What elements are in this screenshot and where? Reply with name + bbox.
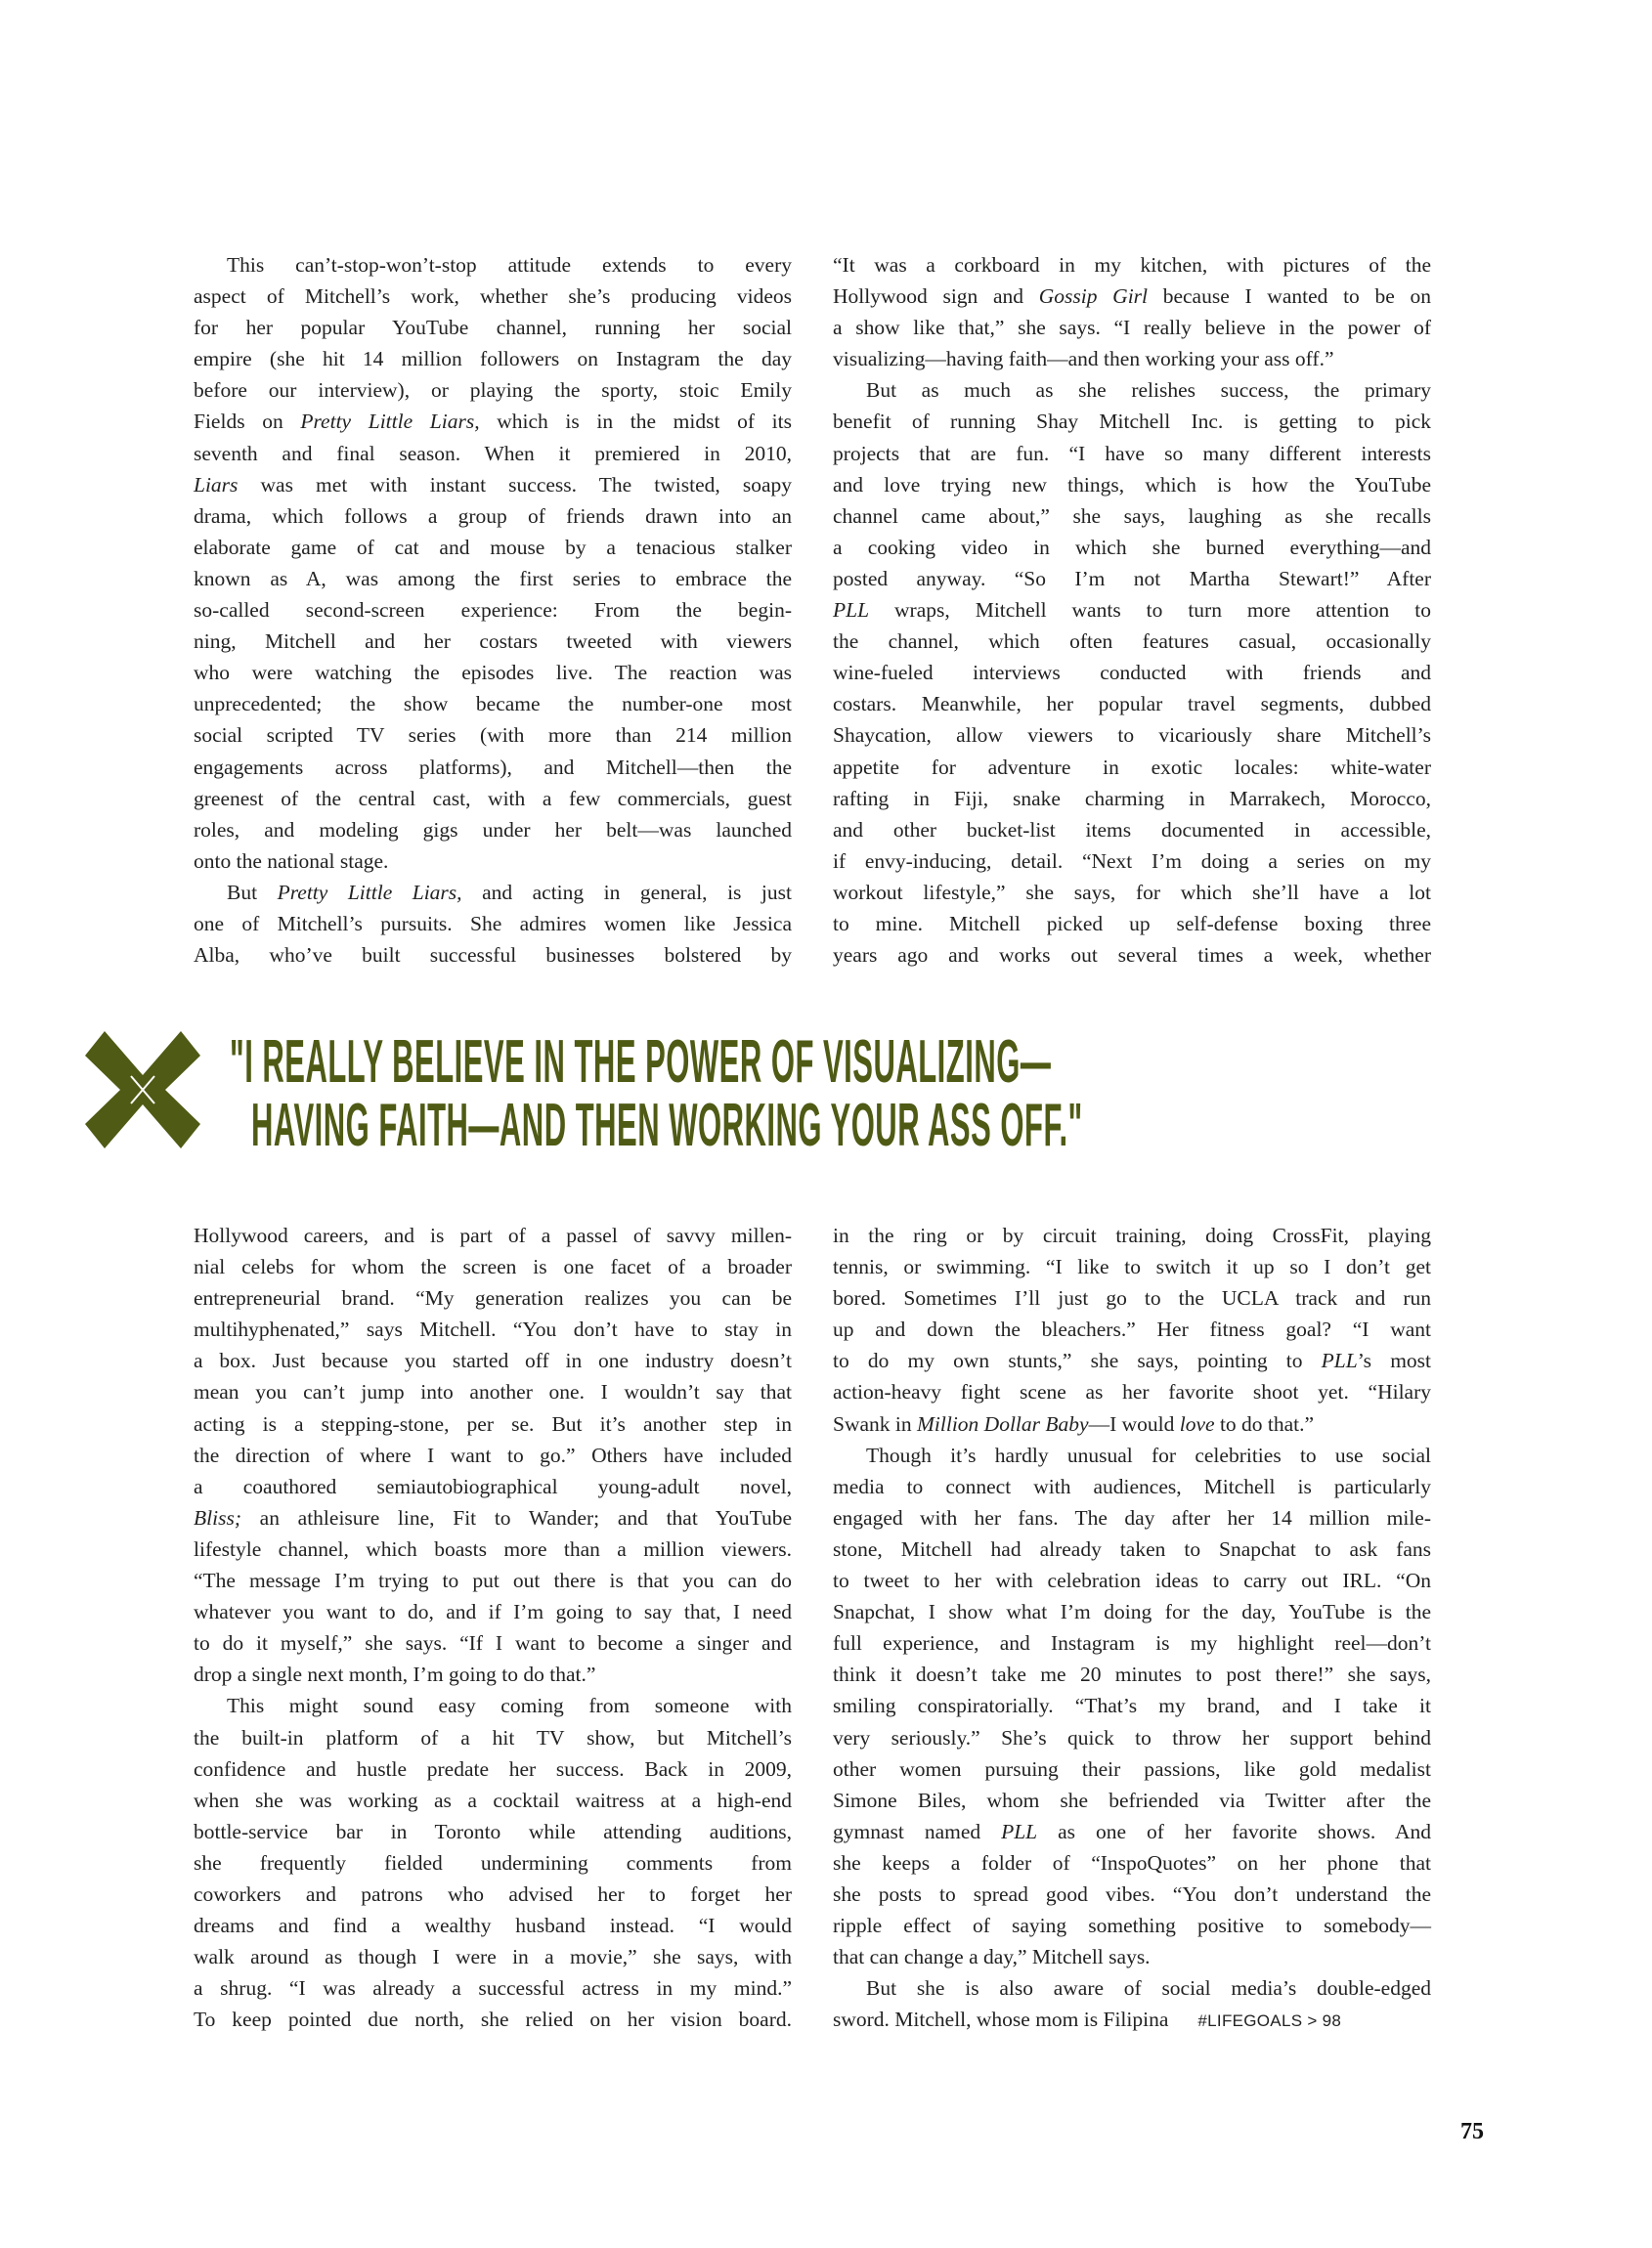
text-line xyxy=(194,1785,792,1816)
text-segment: projects that are fun. “I have so many different interests xyxy=(833,441,1431,465)
text-line xyxy=(194,1972,792,2004)
text-segment: benefit of running Shay Mitchell Inc. is getting to pick xyxy=(833,410,1431,434)
text-segment: Alba, who’ve built successful businesses bolstered by xyxy=(194,943,792,968)
text-segment: a shrug. “I was already a successful actress in my mind.” xyxy=(194,1976,792,2001)
text-line xyxy=(833,374,1431,406)
text-line xyxy=(833,1596,1431,1627)
italic-title: Liars xyxy=(194,472,239,497)
pull-quote-line-2: HAVING FAITH—AND THEN WORKING YOUR ASS OFF." xyxy=(251,1092,1083,1159)
text-segment: walk around as though I were in a movie,” she says, with xyxy=(194,1945,792,1969)
text-line xyxy=(833,2004,1431,2035)
text-line xyxy=(194,1627,792,1659)
text-segment: engaged with her fans. The day after her 14 million mile- xyxy=(833,1505,1431,1530)
text-line xyxy=(833,532,1431,563)
text-segment: an athleisure line, Fit to Wander; and that YouTube xyxy=(240,1505,792,1530)
text-segment: But she is also aware of social media’s double-edged xyxy=(866,1976,1431,2001)
text-line xyxy=(194,1565,792,1596)
text-segment: as one of her favorite shows. And xyxy=(1037,1819,1431,1843)
text-line xyxy=(833,688,1431,719)
text-segment: bottle-service bar in Toronto while attending auditions, xyxy=(194,1819,792,1843)
text-segment: appetite for adventure in exotic locales: white-water xyxy=(833,755,1431,779)
text-line xyxy=(833,1847,1431,1879)
paragraph xyxy=(833,249,1431,374)
text-segment: ripple effect of saying something positive to somebody— xyxy=(833,1914,1431,1938)
text-segment: workout lifestyle,” she says, for which she’ll have a lot xyxy=(833,880,1431,904)
text-segment: “It was a corkboard in my kitchen, with pictures of the xyxy=(833,253,1431,277)
text-segment: other women pursuing their passions, like gold medalist xyxy=(833,1756,1431,1781)
text-segment: full experience, and Instagram is my highlight reel—don’t xyxy=(833,1631,1431,1656)
text-segment: in the ring or by circuit training, doing CrossFit, playing xyxy=(833,1224,1431,1247)
text-line xyxy=(194,1471,792,1502)
text-segment: onto the national stage. xyxy=(194,848,389,873)
text-line xyxy=(194,1659,792,1690)
text-segment: But as much as she relishes success, the primary xyxy=(866,378,1431,403)
text-segment: wine-fueled interviews conducted with friends and xyxy=(833,661,1431,685)
text-line xyxy=(194,1282,792,1314)
text-line xyxy=(833,1659,1431,1690)
text-segment: Simone Biles, whom she befriended via Twitter after the xyxy=(833,1788,1431,1812)
text-line xyxy=(833,438,1431,469)
text-line xyxy=(194,1376,792,1407)
text-segment: This can’t-stop-won’t-stop attitude extends to every xyxy=(227,253,792,277)
text-line xyxy=(833,1879,1431,1910)
text-line xyxy=(833,1910,1431,1941)
text-line xyxy=(833,1534,1431,1565)
text-segment: bored. Sometimes I’ll just go to the UCLA track and run xyxy=(833,1286,1431,1311)
text-segment: empire (she hit 14 million followers on Instagram the day xyxy=(194,347,792,371)
text-segment: the channel, which often features casual, occasionally xyxy=(833,629,1431,654)
text-segment: gymnast named xyxy=(833,1819,1002,1843)
paragraph xyxy=(194,877,792,971)
text-segment: acting is a stepping-stone, per se. But it’s another step in xyxy=(194,1411,792,1436)
paragraph xyxy=(833,374,1431,971)
paragraph xyxy=(833,1440,1431,1973)
text-line xyxy=(833,1785,1431,1816)
text-segment: elaborate game of cat and mouse by a tenacious stalker xyxy=(194,535,792,559)
text-line xyxy=(194,1690,792,1721)
column-top-left xyxy=(194,249,792,971)
text-line xyxy=(833,343,1431,374)
text-segment: wraps, Mitchell wants to turn more attention to xyxy=(869,598,1431,623)
text-segment: channel came about,” she says, laughing as she recalls xyxy=(833,503,1431,528)
text-segment: so-called second-screen experience: From the begin- xyxy=(194,598,792,623)
text-line xyxy=(194,752,792,783)
text-segment: to do my own stunts,” she says, pointing to xyxy=(833,1349,1322,1373)
text-line xyxy=(833,908,1431,939)
text-segment: that can change a day,” Mitchell says. xyxy=(833,1945,1151,1969)
text-line xyxy=(194,594,792,626)
text-segment: before our interview), or playing the sporty, stoic Emily xyxy=(194,378,792,403)
text-segment: Fields on xyxy=(194,410,301,434)
text-segment: think it doesn’t take me 20 minutes to post there!” she says, xyxy=(833,1663,1431,1687)
text-segment: roles, and modeling gigs under her belt—was launched xyxy=(194,817,792,842)
paragraph xyxy=(833,1220,1431,1440)
text-segment: Snapchat, I show what I’m doing for the day, YouTube is the xyxy=(833,1600,1431,1624)
text-line xyxy=(194,374,792,406)
text-segment: and acting in general, is just xyxy=(461,880,792,904)
italic-title: Bliss; xyxy=(194,1505,241,1530)
italic-title: love xyxy=(1179,1411,1215,1436)
text-segment: who were watching the episodes live. The reaction was xyxy=(194,661,792,685)
text-segment: engagements across platforms), and Mitchell—then the xyxy=(194,755,792,779)
text-segment: ning, Mitchell and her costars tweeted with viewers xyxy=(194,629,792,654)
text-segment: coworkers and patrons who advised her to forget her xyxy=(194,1881,792,1906)
text-segment: drama, which follows a group of friends drawn into an xyxy=(194,503,792,528)
text-segment: stone, Mitchell had already taken to Snapchat to ask fans xyxy=(833,1536,1431,1561)
paragraph xyxy=(194,1220,792,1690)
text-segment: whatever you want to do, and if I’m going to say that, I need xyxy=(194,1600,792,1624)
text-line xyxy=(833,406,1431,437)
continued-jump-link: #LIFEGOALS > 98 xyxy=(1197,2011,1342,2031)
text-line xyxy=(194,1408,792,1440)
text-line xyxy=(833,1471,1431,1502)
text-line xyxy=(194,1941,792,1972)
text-line xyxy=(833,1502,1431,1534)
text-segment: But xyxy=(227,880,278,904)
text-line xyxy=(833,1690,1431,1721)
text-segment: which is in the midst of its xyxy=(479,410,792,434)
text-line xyxy=(194,1910,792,1941)
text-line xyxy=(833,1627,1431,1659)
text-segment: known as A, was among the first series to embrace the xyxy=(194,566,792,590)
text-line xyxy=(833,1753,1431,1785)
text-line xyxy=(833,845,1431,877)
text-segment: because I wanted to be on xyxy=(1148,284,1431,309)
pull-quote xyxy=(85,1026,1307,1163)
text-segment: when she was working as a cocktail waitress at a high-end xyxy=(194,1788,792,1812)
text-segment: a coauthored semiautobiographical young-adult novel, xyxy=(194,1474,792,1498)
italic-title: PLL xyxy=(1001,1819,1038,1843)
text-line xyxy=(833,877,1431,908)
text-segment: nial celebs for whom the screen is one facet of a broader xyxy=(194,1255,792,1279)
text-segment: ’s most xyxy=(1357,1349,1432,1373)
pull-quote-line-1: "I REALLY BELIEVE IN THE POWER OF VISUALIZING— xyxy=(230,1028,1052,1096)
text-segment: mean you can’t jump into another one. I wouldn’t say that xyxy=(194,1380,792,1405)
text-line xyxy=(194,1314,792,1345)
text-line xyxy=(833,281,1431,312)
text-segment: years ago and works out several times a week, whether xyxy=(833,943,1431,968)
italic-title: Gossip Girl xyxy=(1038,284,1149,309)
text-line xyxy=(833,1220,1431,1251)
text-segment: to do it myself,” she says. “If I want to become a singer and xyxy=(194,1631,792,1656)
text-segment: greenest of the central cast, with a few commercials, guest xyxy=(194,786,792,810)
text-segment: she keeps a folder of “InspoQuotes” on her phone that xyxy=(833,1850,1431,1875)
text-segment: entrepreneurial brand. “My generation realizes you can be xyxy=(194,1286,792,1311)
text-line xyxy=(194,2004,792,2035)
column-top-right xyxy=(833,249,1431,971)
text-segment: Though it’s hardly unusual for celebrities to use social xyxy=(866,1443,1431,1467)
text-segment: a box. Just because you started off in one industry doesn’t xyxy=(194,1349,792,1373)
text-line xyxy=(194,845,792,877)
text-line xyxy=(194,312,792,343)
text-line xyxy=(833,1376,1431,1407)
text-line xyxy=(833,1345,1431,1376)
text-segment: confidence and hustle predate her success. Back in 2009, xyxy=(194,1756,792,1781)
text-segment: —I would xyxy=(1088,1411,1180,1436)
italic-title: Million Dollar Baby xyxy=(917,1411,1089,1436)
text-line xyxy=(194,939,792,971)
text-line xyxy=(194,1534,792,1565)
text-segment: posted anyway. “So I’m not Martha Stewart!” After xyxy=(833,566,1431,590)
text-segment: Shaycation, allow viewers to vicariously share Mitchell’s xyxy=(833,723,1431,748)
text-line xyxy=(194,532,792,563)
text-line xyxy=(194,877,792,908)
text-segment: visualizing—having faith—and then working your ass off.” xyxy=(833,347,1334,371)
text-line xyxy=(194,1816,792,1847)
text-segment: unprecedented; the show became the number-one most xyxy=(194,692,792,716)
italic-title: Pretty Little Liars, xyxy=(300,410,480,434)
text-line xyxy=(833,626,1431,657)
text-line xyxy=(194,1879,792,1910)
text-segment: one of Mitchell’s pursuits. She admires women like Jessica xyxy=(194,911,792,935)
text-line xyxy=(194,1722,792,1753)
text-line xyxy=(833,1440,1431,1471)
text-line xyxy=(833,500,1431,532)
text-segment: action-heavy fight scene as her favorite shoot yet. “Hilary xyxy=(833,1380,1431,1405)
text-segment: the direction of where I want to go.” Others have included xyxy=(194,1443,792,1467)
text-line xyxy=(194,406,792,437)
text-line xyxy=(194,1753,792,1785)
paragraph xyxy=(194,249,792,877)
text-line xyxy=(194,343,792,374)
x-icon xyxy=(85,1031,200,1148)
text-line xyxy=(194,469,792,500)
text-line xyxy=(833,1408,1431,1440)
text-line xyxy=(833,312,1431,343)
text-line xyxy=(833,752,1431,783)
text-segment: was met with instant success. The twisted, soapy xyxy=(238,472,792,497)
text-line xyxy=(194,281,792,312)
text-segment: tennis, or swimming. “I like to switch it up so I don’t get xyxy=(833,1255,1431,1279)
text-line xyxy=(833,1282,1431,1314)
text-line xyxy=(194,719,792,751)
text-line xyxy=(194,1847,792,1879)
text-segment: the built-in platform of a hit TV show, but Mitchell’s xyxy=(194,1725,792,1750)
text-segment: media to connect with audiences, Mitchell is particularly xyxy=(833,1474,1431,1498)
text-segment: and other bucket-list items documented in accessible, xyxy=(833,817,1431,842)
text-segment: a cooking video in which she burned everything—and xyxy=(833,535,1431,559)
text-segment: rafting in Fiji, snake charming in Marrakech, Morocco, xyxy=(833,786,1431,810)
text-line xyxy=(833,1722,1431,1753)
text-segment: to do that.” xyxy=(1214,1411,1315,1436)
text-line xyxy=(194,563,792,594)
text-segment: a show like that,” she says. “I really believe in the power of xyxy=(833,316,1431,340)
column-bottom-left xyxy=(194,1220,792,2035)
text-line xyxy=(833,939,1431,971)
text-line xyxy=(194,1251,792,1282)
paragraph xyxy=(833,1972,1431,2035)
text-line xyxy=(194,814,792,845)
text-line xyxy=(194,688,792,719)
text-segment: Swank in xyxy=(833,1411,917,1436)
page-number: 75 xyxy=(1460,2119,1484,2144)
text-line xyxy=(194,626,792,657)
text-line xyxy=(833,1816,1431,1847)
text-segment: Hollywood sign and xyxy=(833,284,1039,309)
text-line xyxy=(194,1502,792,1534)
text-segment: drop a single next month, I’m going to do that.” xyxy=(194,1663,596,1687)
text-segment: very seriously.” She’s quick to throw her support behind xyxy=(833,1725,1431,1750)
text-segment: and love trying new things, which is how the YouTube xyxy=(833,472,1431,497)
text-line xyxy=(833,783,1431,814)
text-segment: she posts to spread good vibes. “You don’t understand the xyxy=(833,1881,1431,1906)
text-segment: if envy-inducing, detail. “Next I’m doing a series on my xyxy=(833,848,1431,873)
text-line xyxy=(833,249,1431,281)
text-line xyxy=(833,814,1431,845)
text-segment: sword. Mitchell, whose mom is Filipina xyxy=(833,2008,1169,2032)
italic-title: PLL xyxy=(833,598,870,623)
text-line xyxy=(833,1941,1431,1972)
text-segment: multihyphenated,” says Mitchell. “You don’t have to stay in xyxy=(194,1318,792,1342)
text-line xyxy=(194,1440,792,1471)
text-line xyxy=(833,563,1431,594)
text-line xyxy=(833,1972,1431,2004)
text-line xyxy=(194,1345,792,1376)
text-segment: dreams and find a wealthy husband instead. “I would xyxy=(194,1914,792,1938)
text-segment: up and down the bleachers.” Her fitness goal? “I want xyxy=(833,1318,1431,1342)
text-line xyxy=(833,1314,1431,1345)
text-line xyxy=(194,1220,792,1251)
text-line xyxy=(194,657,792,688)
text-segment: she frequently fielded undermining comments from xyxy=(194,1850,792,1875)
text-segment: aspect of Mitchell’s work, whether she’s producing videos xyxy=(194,284,792,309)
text-line xyxy=(833,1251,1431,1282)
text-line xyxy=(194,1596,792,1627)
text-segment: to mine. Mitchell picked up self-defense boxing three xyxy=(833,911,1431,935)
text-segment: seventh and final season. When it premiered in 2010, xyxy=(194,441,792,465)
text-line xyxy=(833,469,1431,500)
text-segment: “The message I’m trying to put out there is that you can do xyxy=(194,1569,792,1593)
text-line xyxy=(194,438,792,469)
text-line xyxy=(833,719,1431,751)
text-line xyxy=(194,908,792,939)
text-line xyxy=(833,1565,1431,1596)
text-line xyxy=(194,249,792,281)
text-segment: This might sound easy coming from someone with xyxy=(227,1694,792,1718)
italic-title: PLL xyxy=(1321,1349,1358,1373)
text-line xyxy=(194,783,792,814)
text-line xyxy=(833,594,1431,626)
text-segment: for her popular YouTube channel, running her social xyxy=(194,316,792,340)
text-segment: social scripted TV series (with more than 214 million xyxy=(194,723,792,748)
text-segment: To keep pointed due north, she relied on her vision board. xyxy=(194,2008,792,2032)
paragraph xyxy=(194,1690,792,2035)
text-segment: to tweet to her with celebration ideas to carry out IRL. “On xyxy=(833,1569,1431,1593)
column-bottom-right xyxy=(833,1220,1431,2035)
text-segment: lifestyle channel, which boasts more than a million viewers. xyxy=(194,1536,792,1561)
text-segment: costars. Meanwhile, her popular travel segments, dubbed xyxy=(833,692,1431,716)
italic-title: Pretty Little Liars, xyxy=(277,880,462,904)
text-segment: smiling conspiratorially. “That’s my brand, and I take it xyxy=(833,1694,1431,1718)
text-segment: Hollywood careers, and is part of a passel of savvy millen- xyxy=(194,1224,792,1247)
text-line xyxy=(194,500,792,532)
text-line xyxy=(833,657,1431,688)
